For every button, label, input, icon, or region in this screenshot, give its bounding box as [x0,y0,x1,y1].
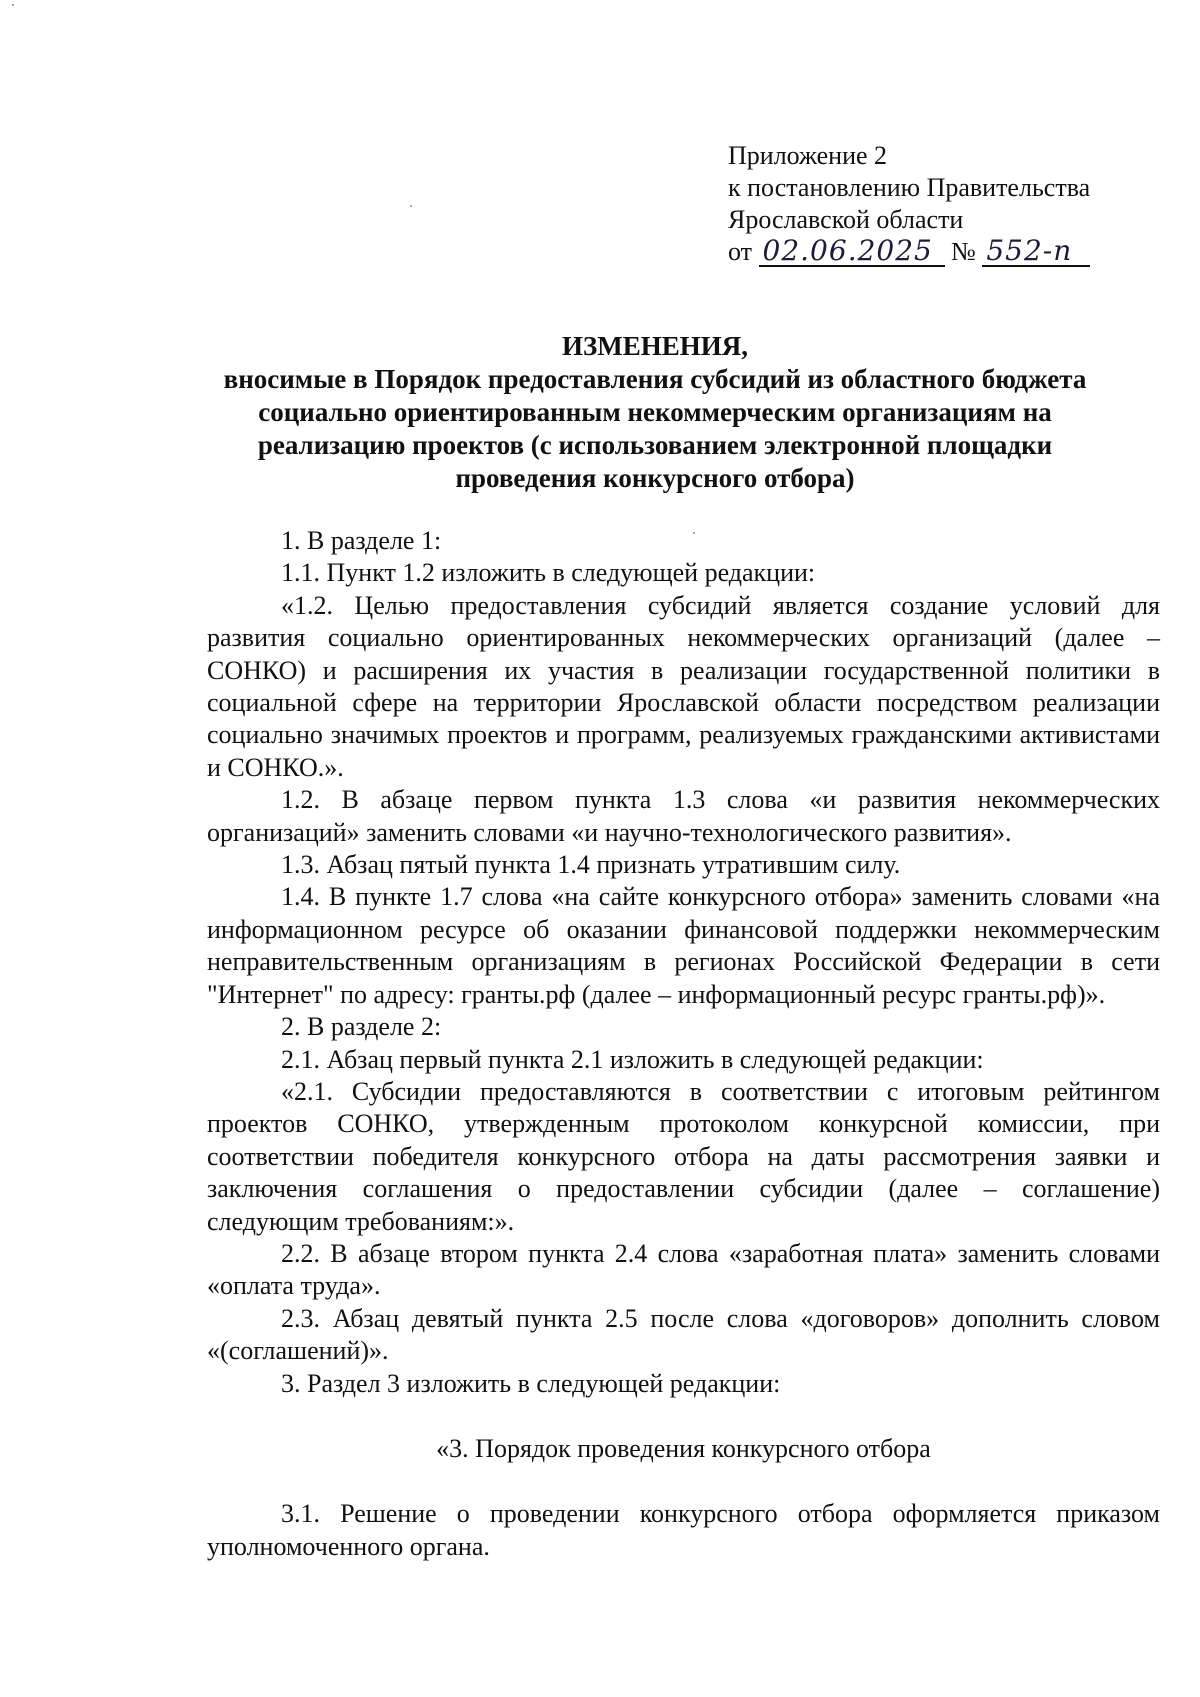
appendix-title: Приложение 2 [728,141,888,170]
heading-line-3: реализацию проектов (с использованием электронной площадки [257,430,1053,460]
paragraph-1: 1. В разделе 1: [281,526,442,555]
paragraph-2-3: 2.3. Абзац девятый пункта 2.5 после слова «договоров» дополнить словом «(соглашений)». [207,1303,1160,1366]
paragraph-1-4: 1.4. В пункте 1.7 слова «на сайте конкурсного отбора» заменить словами «на информационном ресурсе об оказании финансовой поддержки некоммерческим неправительственным организациям в регионах Российской Федерации в сети "Интернет" по адресу: гранты.рф (далее – информационный ресурс гранты.рф)». [207,882,1160,1009]
section-3-heading: «3. Порядок проведения конкурсного отбора [436,1433,931,1463]
paragraph-2-1: 2.1. Абзац первый пункта 2.1 изложить в следующей редакции: [281,1044,984,1074]
document-heading [200,330,1110,495]
paragraph-2-2: 2.2. В абзаце втором пункта 2.4 слова «заработная плата» заменить словами «оплата труда». [207,1238,1160,1301]
date-prefix: от [728,237,753,266]
heading-line-1: вносимые в Порядок предоставления субсидий из областного бюджета [223,364,1087,394]
heading-title: ИЗМЕНЕНИЯ, [561,331,748,361]
paragraph-1-2: 1.2. В абзаце первом пункта 1.3 слова «и развития некоммерческих организаций» заменить словами «и научно-технологического развития». [207,785,1160,847]
paragraph-1-2-new-text: «1.2. Целью предоставления субсидий является создание условий для развития социально ориентированных некоммерческих организаций (далее – СОНКО) и расширения их участия в реализации государственной политики в социальной сфере на территории Ярославской области посредством реализации социально значимых проектов и программ, реализуемых гражданскими активистами и СОНКО.». [207,590,1160,782]
heading-line-2: социально ориентированным некоммерческим организациям на [258,397,1052,427]
appendix-line-resolution: к постановлению Правительства [728,173,1091,202]
appendix-line-region: Ярославской области [728,205,964,234]
paragraph-3-1: 3.1. Решение о проведении конкурсного отбора оформляется приказом уполномоченного органа. [207,1499,1160,1561]
paragraph-2-1-new-text: «2.1. Субсидии предоставляются в соответствии с итоговым рейтингом проектов СОНКО, утвержденным протоколом конкурсной комиссии, при соответствии победителя конкурсного отбора на даты рассмотрения заявки и заключения соглашения о предоставлении субсидии (далее – соглашение) следующим требованиям:». [207,1076,1160,1236]
handwritten-date: 02.06.2025 [759,237,945,267]
document-body [207,525,1160,1563]
scan-speck [410,205,412,207]
appendix-block [728,140,1168,268]
number-prefix: № [951,237,976,266]
paragraph-1-1: 1.1. Пункт 1.2 изложить в следующей редакции: [281,558,816,588]
paragraph-3: 3. Раздел 3 изложить в следующей редакции: [281,1368,781,1398]
paragraph-1-3: 1.3. Абзац пятый пункта 1.4 признать утратившим силу. [281,850,901,880]
appendix-date-line [728,236,1168,268]
paragraph-2: 2. В разделе 2: [281,1012,442,1042]
heading-line-4: проведения конкурсного отбора) [455,463,855,493]
handwritten-number: 552-п [982,237,1090,267]
scan-speck [693,532,695,534]
scan-speck [12,4,14,6]
